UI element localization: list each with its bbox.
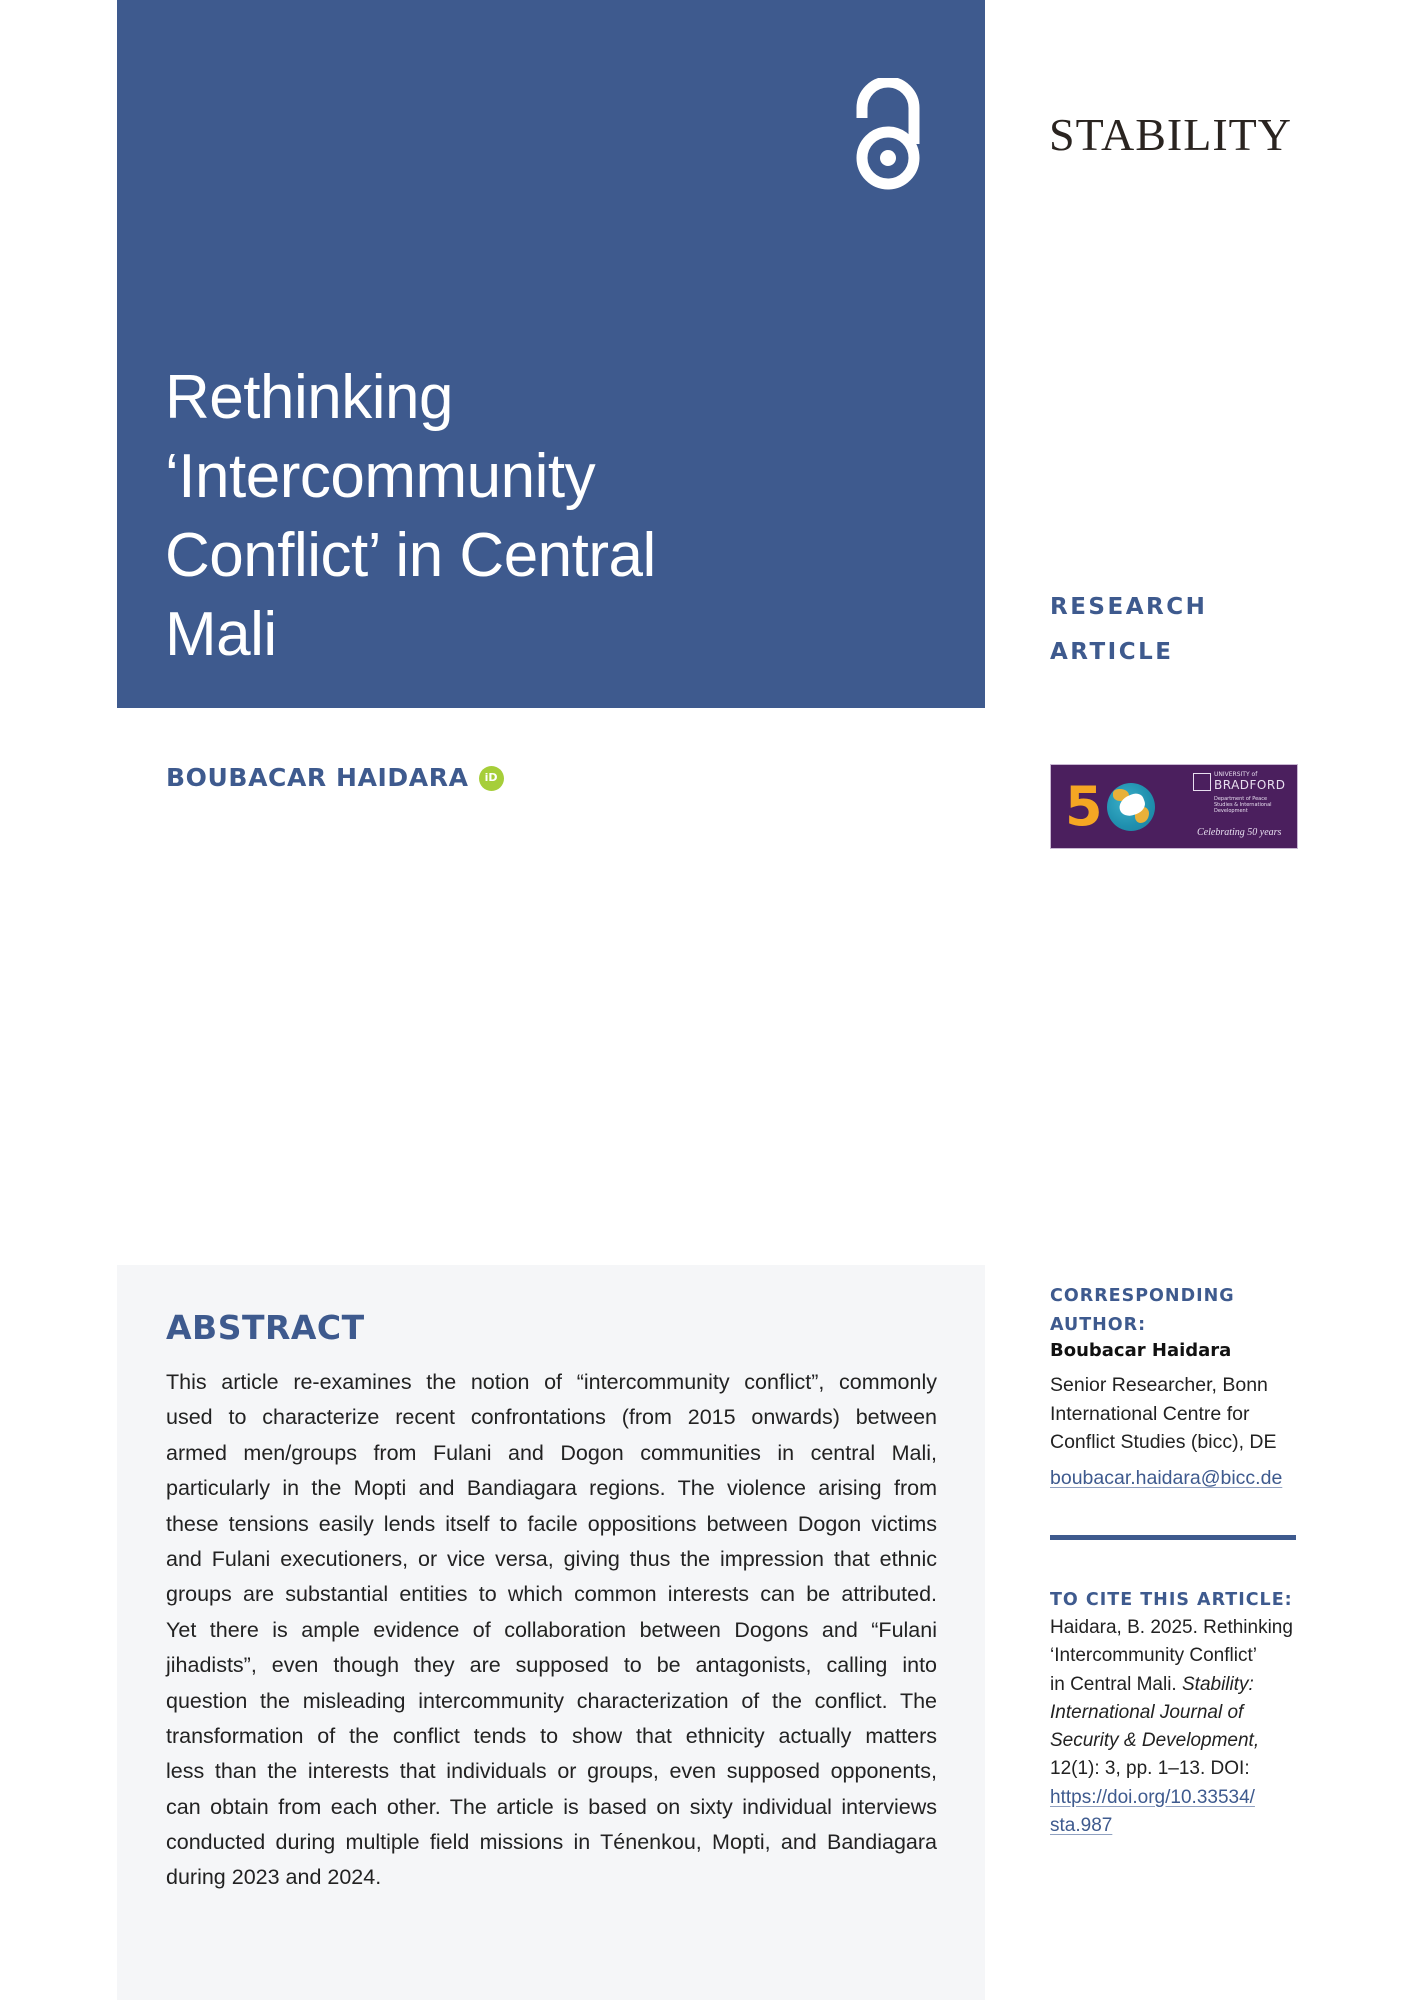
corresponding-author-email-link[interactable]: boubacar.haidara@bicc.de bbox=[1050, 1467, 1283, 1490]
article-type-label bbox=[1050, 585, 1207, 675]
article-title bbox=[165, 358, 925, 674]
banner-university-name: BRADFORD bbox=[1214, 778, 1286, 792]
title-line: Mali bbox=[165, 600, 277, 669]
abstract-line: and Fulani executioners, or vice versa, giving thus the impression that ethnic bbox=[166, 1546, 937, 1571]
article-type-line: ARTICLE bbox=[1050, 639, 1174, 665]
affiliation-line: International Centre for bbox=[1050, 1402, 1250, 1425]
open-access-lock-icon bbox=[852, 78, 924, 192]
abstract-line: jihadists”, even though they are supposed to be antagonists, calling into bbox=[166, 1653, 937, 1678]
abstract-line: groups are substantial entities to which common interests can be attributed. bbox=[166, 1582, 937, 1607]
citation-line: Haidara, B. 2025. Rethinking bbox=[1050, 1617, 1293, 1638]
citation-block bbox=[1050, 1586, 1300, 1840]
orcid-icon[interactable]: iD bbox=[479, 766, 504, 791]
corresponding-author-name: Boubacar Haidara bbox=[1050, 1340, 1232, 1361]
abstract-line: particularly in the Mopti and Bandiagara regions. The violence arising from bbox=[166, 1476, 937, 1501]
title-line: ‘Intercommunity bbox=[165, 442, 596, 511]
affiliation-line: Senior Researcher, Bonn bbox=[1050, 1374, 1268, 1396]
corresponding-author-affiliation bbox=[1050, 1371, 1300, 1457]
abstract-body bbox=[166, 1365, 937, 1896]
abstract-line: transformation of the conflict tends to show that ethnicity actually matters bbox=[166, 1723, 937, 1748]
author-name: BOUBACAR HAIDARA bbox=[166, 763, 469, 792]
abstract-line: used to characterize recent confrontations (from 2015 onwards) between bbox=[166, 1405, 937, 1430]
label-line: CORRESPONDING bbox=[1050, 1286, 1235, 1306]
citation-line: ‘Intercommunity Conflict’ bbox=[1050, 1645, 1257, 1667]
abstract-line: Yet there is ample evidence of collaboration between Dogons and “Fulani bbox=[166, 1617, 937, 1642]
globe-dove-icon bbox=[1107, 783, 1155, 831]
corresponding-author-label bbox=[1050, 1282, 1300, 1340]
abstract-line: can obtain from each other. The article is based on sixty individual interviews bbox=[166, 1794, 937, 1819]
abstract-line: conducted during multiple field missions in Ténenkou, Mopti, and Bandiagara bbox=[166, 1830, 937, 1855]
affiliation-line: Conflict Studies (bicc), DE bbox=[1050, 1431, 1277, 1454]
abstract-line: armed men/groups from Fulani and Dogon communities in central Mali, bbox=[166, 1440, 937, 1465]
doi-link[interactable]: sta.987 bbox=[1050, 1815, 1113, 1837]
doi-link[interactable]: https://doi.org/10.33534/ bbox=[1050, 1786, 1255, 1808]
title-line: Rethinking bbox=[165, 363, 453, 432]
banner-tagline: Celebrating 50 years bbox=[1197, 827, 1282, 838]
bradford-50-years-banner bbox=[1050, 764, 1298, 849]
journal-logo: STABILITY bbox=[1049, 109, 1292, 160]
citation-text: in Central Mali. bbox=[1050, 1673, 1182, 1695]
citation-journal: Stability: bbox=[1182, 1673, 1254, 1695]
citation-journal: Security & Development, bbox=[1050, 1730, 1260, 1752]
citation-line bbox=[1050, 1671, 1300, 1699]
article-type-line: RESEARCH bbox=[1050, 594, 1208, 620]
banner-department: Department of Peace Studies & International Development bbox=[1214, 796, 1272, 814]
banner-number: 5 bbox=[1065, 775, 1101, 838]
citation-journal: International Journal of bbox=[1050, 1701, 1244, 1723]
section-divider bbox=[1050, 1535, 1296, 1540]
abstract-line: these tensions easily lends itself to facile oppositions between Dogon victims bbox=[166, 1511, 937, 1536]
citation-line: 12(1): 3, pp. 1–13. DOI: bbox=[1050, 1758, 1250, 1780]
abstract-heading: ABSTRACT bbox=[166, 1308, 365, 1347]
abstract-line: This article re-examines the notion of “intercommunity conflict”, commonly bbox=[166, 1370, 937, 1394]
abstract-line: less than the interests that individuals or groups, even supposed opponents, bbox=[166, 1759, 937, 1784]
university-crest-icon bbox=[1193, 773, 1211, 791]
abstract-line: during 2023 and 2024. bbox=[166, 1865, 382, 1890]
citation-label: TO CITE THIS ARTICLE: bbox=[1050, 1590, 1293, 1610]
label-line: AUTHOR: bbox=[1050, 1315, 1147, 1335]
banner-university-small: UNIVERSITY of bbox=[1214, 771, 1258, 778]
author-line bbox=[166, 762, 504, 794]
corresponding-author bbox=[1050, 1282, 1300, 1492]
title-line: Conflict’ in Central bbox=[165, 521, 656, 590]
abstract-line: question the misleading intercommunity characterization of the conflict. The bbox=[166, 1688, 937, 1713]
